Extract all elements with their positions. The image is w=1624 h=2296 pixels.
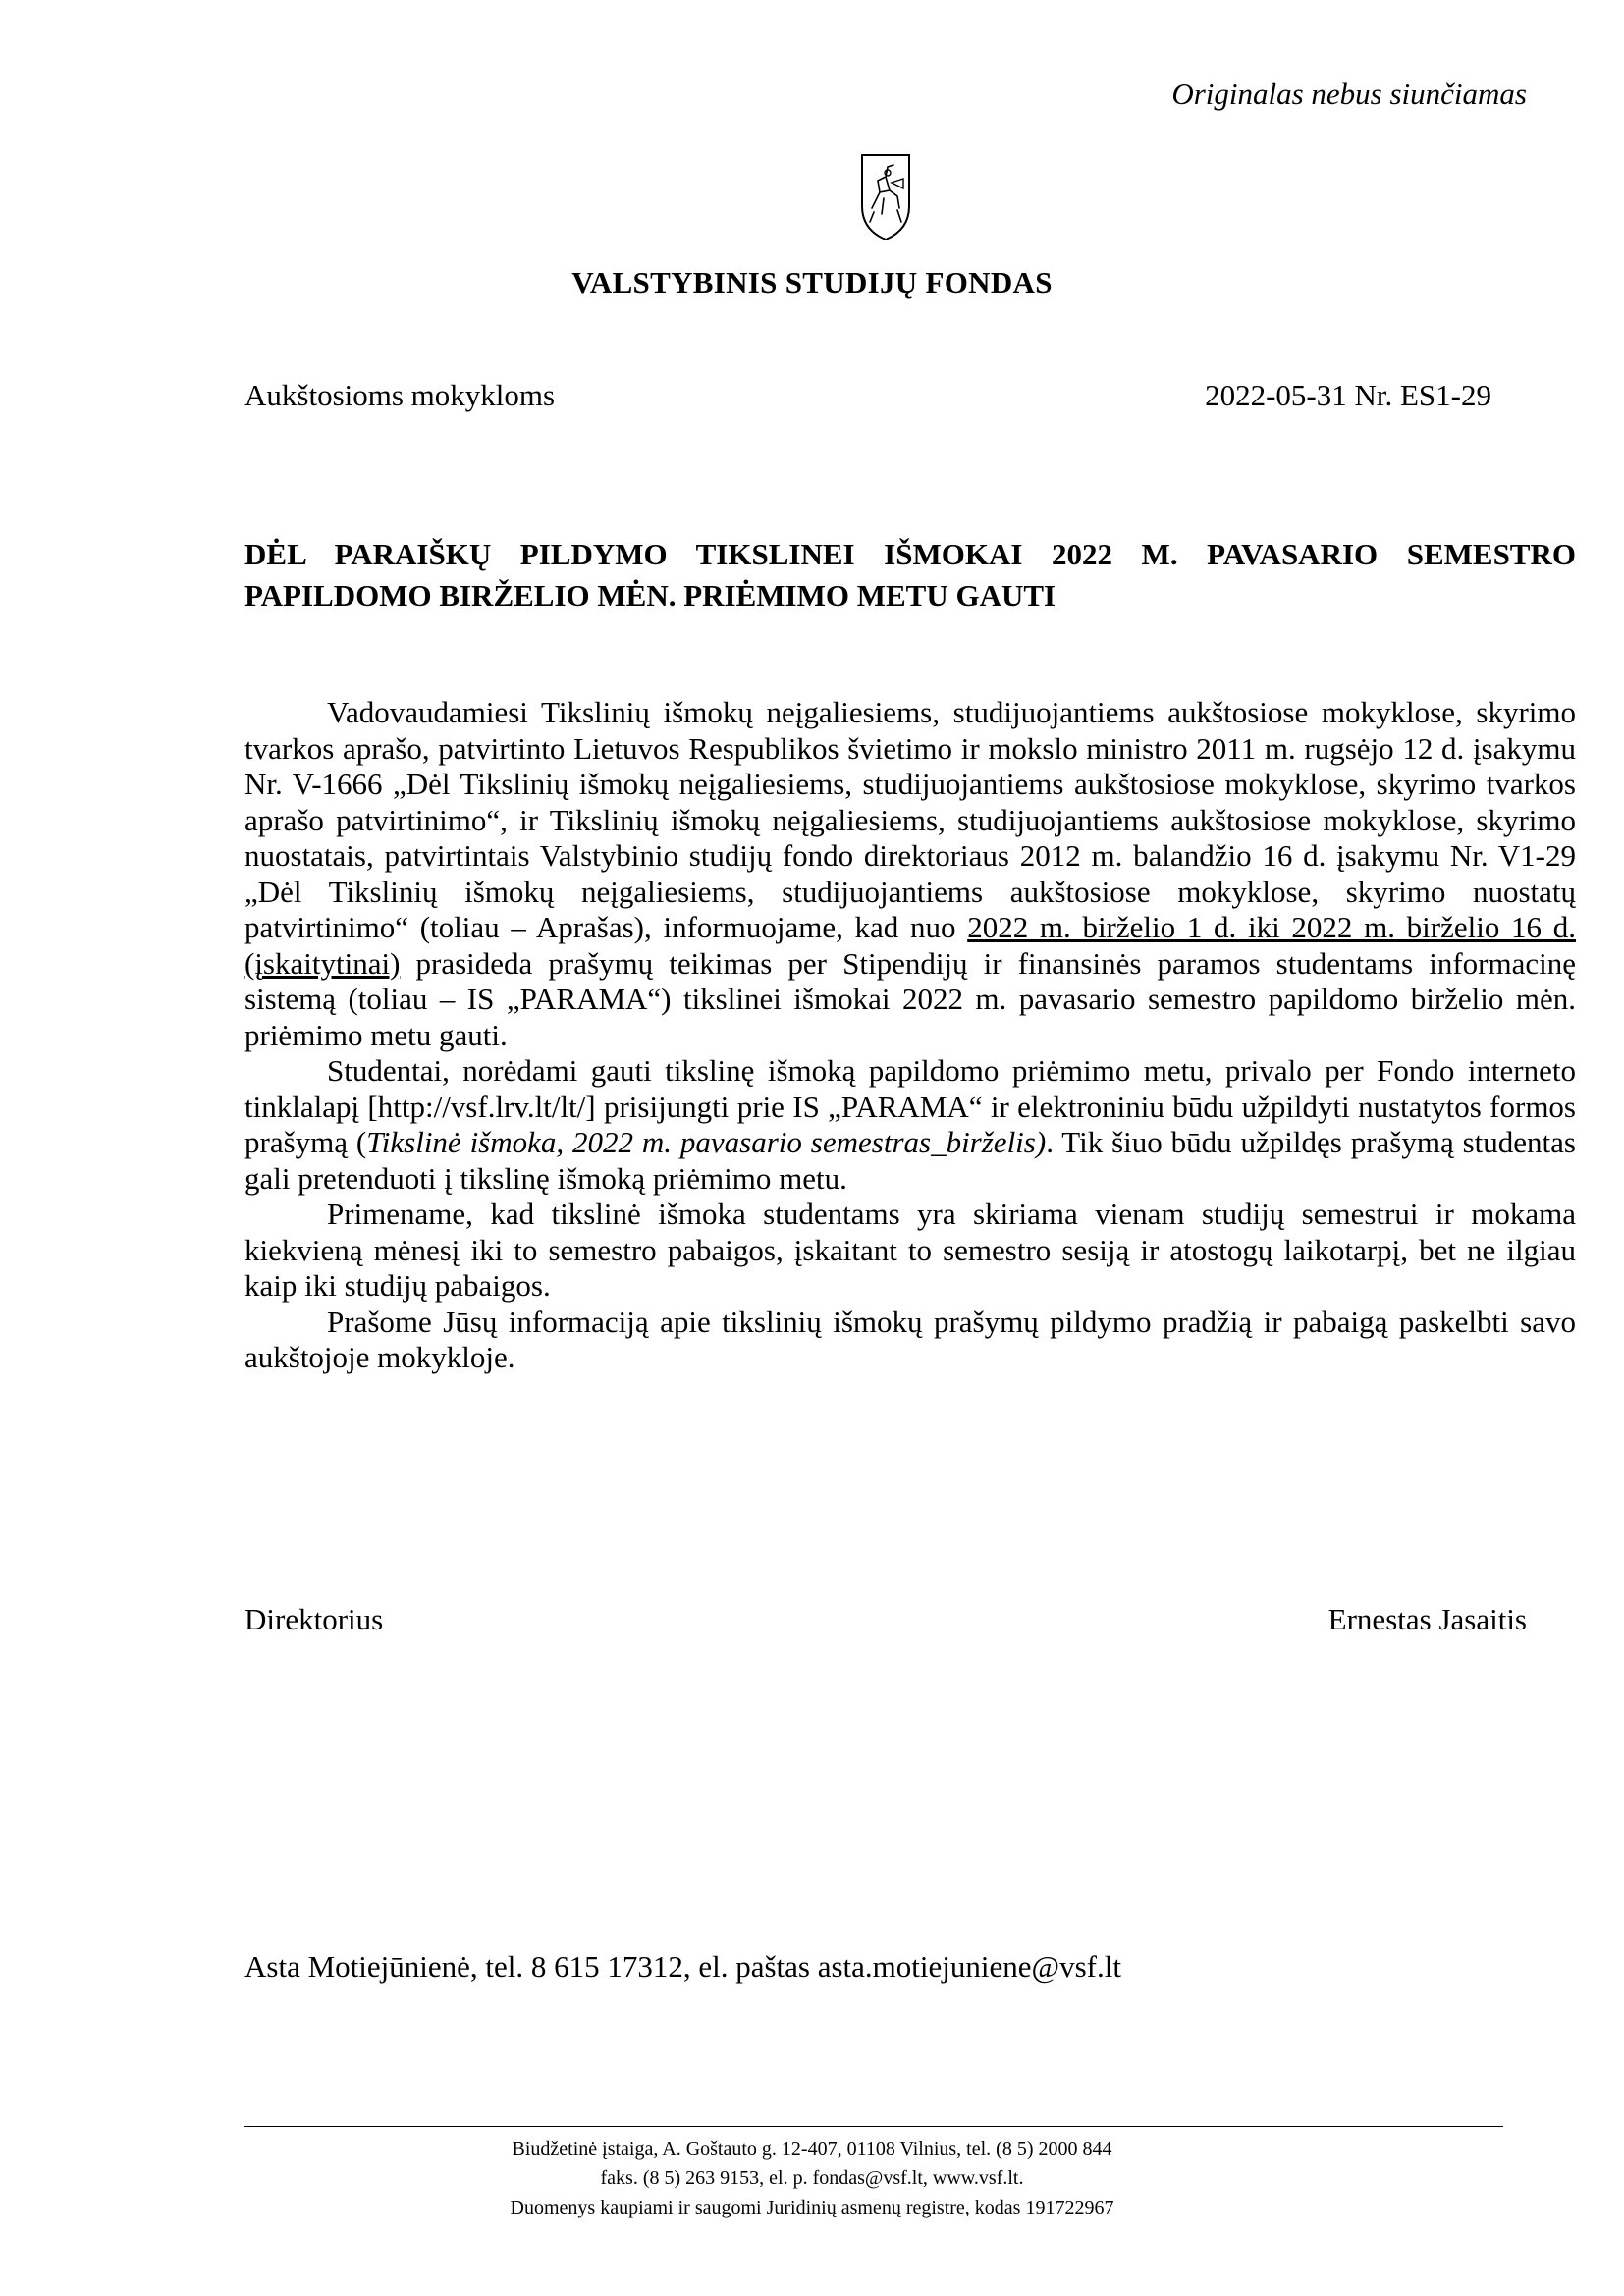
- document-body: [244, 695, 1576, 1376]
- footer: [0, 2134, 1624, 2222]
- body-paragraph-2: [244, 1053, 1576, 1197]
- submission-period: 2022 m. birželio 1 d. iki 2022 m. birželio 16 d. (įskaitytinai): [244, 910, 1576, 981]
- body-paragraph-1: [244, 695, 1576, 1053]
- coat-of-arms-icon: [860, 153, 911, 241]
- footer-line-fax-email: faks. (8 5) 263 9153, el. p. fondas@vsf.lt, www.vsf.lt.: [600, 2167, 1024, 2189]
- recipient: Aukštosioms mokykloms: [244, 378, 556, 412]
- paragraph-text: . Tik šiuo būdu užpildęs prašymą studentas gali pretenduoti į tikslinę išmoką priėmimo metu.: [244, 1125, 1576, 1196]
- paragraph-text: prasideda prašymų teikimas per Stipendijų ir finansinės paramos studentams informacinę sistemą (toliau – IS „PARAMA“) tikslinei išmokai 2022 m. pavasario semestro papildomo birželio mėn. priėmimo metu gauti.: [244, 945, 1576, 1052]
- paragraph-text: Vadovaudamiesi Tikslinių išmokų neįgaliesiems, studijuojantiems aukštosiose mokyklose, skyrimo tvarkos aprašo, patvirtinto Lietuvos Respublikos švietimo ir mokslo ministro 2011 m. rugsėjo 12 d. įsakymu Nr. V-1666 „Dėl Tikslinių išmokų neįgaliesiems, studijuojantiems aukštosiose mokyklose, skyrimo tvarkos aprašo patvirtinimo“, ir Tikslinių išmokų neįgaliesiems, studijuojantiems aukštosiose mokyklose, skyrimo nuostatais, patvirtintais Valstybinio studijų fondo direktoriaus 2012 m. balandžio 16 d. įsakymu Nr. V1-29 „Dėl Tikslinių išmokų neįgaliesiems, studijuojantiems aukštosiose mokyklose, skyrimo nuostatų patvirtinimo“ (toliau – Aprašas), informuojame, kad nuo: [244, 695, 1576, 944]
- document-subject: DĖL PARAIŠKŲ PILDYMO TIKSLINEI IŠMOKAI 2022 M. PAVASARIO SEMESTRO PAPILDOMO BIRŽELIO MĖN. PRIĖMIMO METU GAUTI: [244, 537, 1576, 613]
- application-form-name: Tikslinė išmoka, 2022 m. pavasario semestras_birželis): [366, 1125, 1047, 1159]
- signatory-title: Direktorius: [244, 1602, 384, 1636]
- body-paragraph-3: Primename, kad tikslinė išmoka studentams yra skiriama vienam studijų semestrui ir mokama kiekvieną mėnesį iki to semestro pabaigos, įskaitant to semestro sesiją ir atostogų laikotarpį, bet ne ilgiau kaip iki studijų pabaigos.: [244, 1197, 1576, 1303]
- footer-line-address: Biudžetinė įstaiga, A. Goštauto g. 12-407, 01108 Vilnius, tel. (8 5) 2000 844: [512, 2138, 1112, 2160]
- paragraph-text: Studentai, norėdami gauti tikslinę išmoką papildomo priėmimo metu, privalo per Fondo interneto tinklalapį [http://vsf.lrv.lt/lt/] prisijungti prie IS „PARAMA“ ir elektroniniu būdu užpildyti nustatytos formos prašymą (: [244, 1053, 1576, 1159]
- footer-divider: [244, 2126, 1503, 2127]
- footer-line-registry: Duomenys kaupiami ir saugomi Juridinių asmenų registre, kodas 191722967: [510, 2197, 1114, 2218]
- organization-name: VALSTYBINIS STUDIJŲ FONDAS: [571, 265, 1053, 299]
- original-not-sent-note: Originalas nebus siunčiamas: [1171, 77, 1527, 111]
- contact-person: Asta Motiejūnienė, tel. 8 615 17312, el. paštas asta.motiejuniene@vsf.lt: [244, 1949, 1121, 1984]
- body-paragraph-4: Prašome Jūsų informaciją apie tikslinių išmokų prašymų pildymo pradžią ir pabaigą paskelbti savo aukštojoje mokykloje.: [244, 1304, 1576, 1374]
- document-date-number: 2022-05-31 Nr. ES1-29: [1205, 378, 1491, 412]
- signatory-name: Ernestas Jasaitis: [1327, 1602, 1527, 1636]
